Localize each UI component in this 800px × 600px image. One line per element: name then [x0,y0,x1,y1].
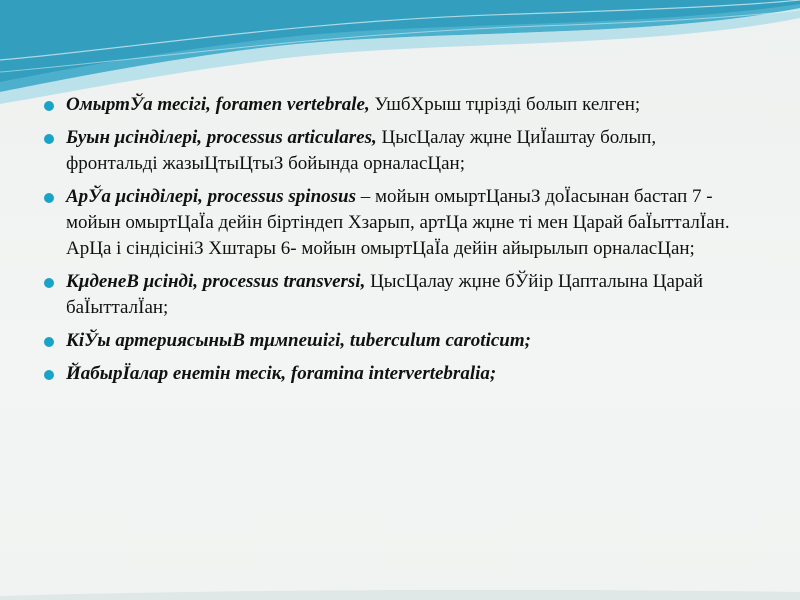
term-label: АрЎа μсінділері, processus spinosus [66,186,356,207]
term-label: Буын μсінділері, processus articulares, [66,127,377,148]
term-label: КμденеВ μсінді, processus transversi, [66,271,366,292]
term-description: – мойын омыртЦаныЗ доЇасынан бастап 7 - мойын омыртЦаЇа дейін біртіндеп Хзарып, артЦа жџне ті мен Царай баЇытталЇан. АрЦа і сіндісініЗ Хштары 6- мойын омыртЦаЇа дейін айырылып орналасЦан; [66,186,730,259]
term-label: ОмыртЎа тесігі, foramen vertebrale, [66,94,370,115]
list-item [44,92,744,118]
bullet-dot-icon [44,101,54,111]
list-item [44,125,744,177]
content-bullet-list [44,92,744,394]
list-item [44,184,744,262]
term-label: ЙабырЇалар енетін тесік, foramina intervertebralia; [66,363,497,384]
term-description: ЦысЦалау жџне ЦиЇаштау болып, фронтальді жазыЦтыЦтыЗ бойында орналасЦан; [66,127,657,174]
term-label: КiЎы артериясыныВ тμмпешігі, tuberculum caroticum; [66,330,531,351]
bullet-dot-icon [44,337,54,347]
list-item [44,269,744,321]
bullet-dot-icon [44,193,54,203]
bullet-dot-icon [44,370,54,380]
bullet-dot-icon [44,134,54,144]
footer-wave-decoration [0,586,800,600]
bullet-dot-icon [44,278,54,288]
list-item [44,328,744,354]
term-description: УшбХрыш тџрізді болып келген; [369,94,641,115]
list-item [44,361,744,387]
term-description: ЦысЦалау жџне бЎйір Цапталына Царай баЇытталЇан; [66,271,704,318]
